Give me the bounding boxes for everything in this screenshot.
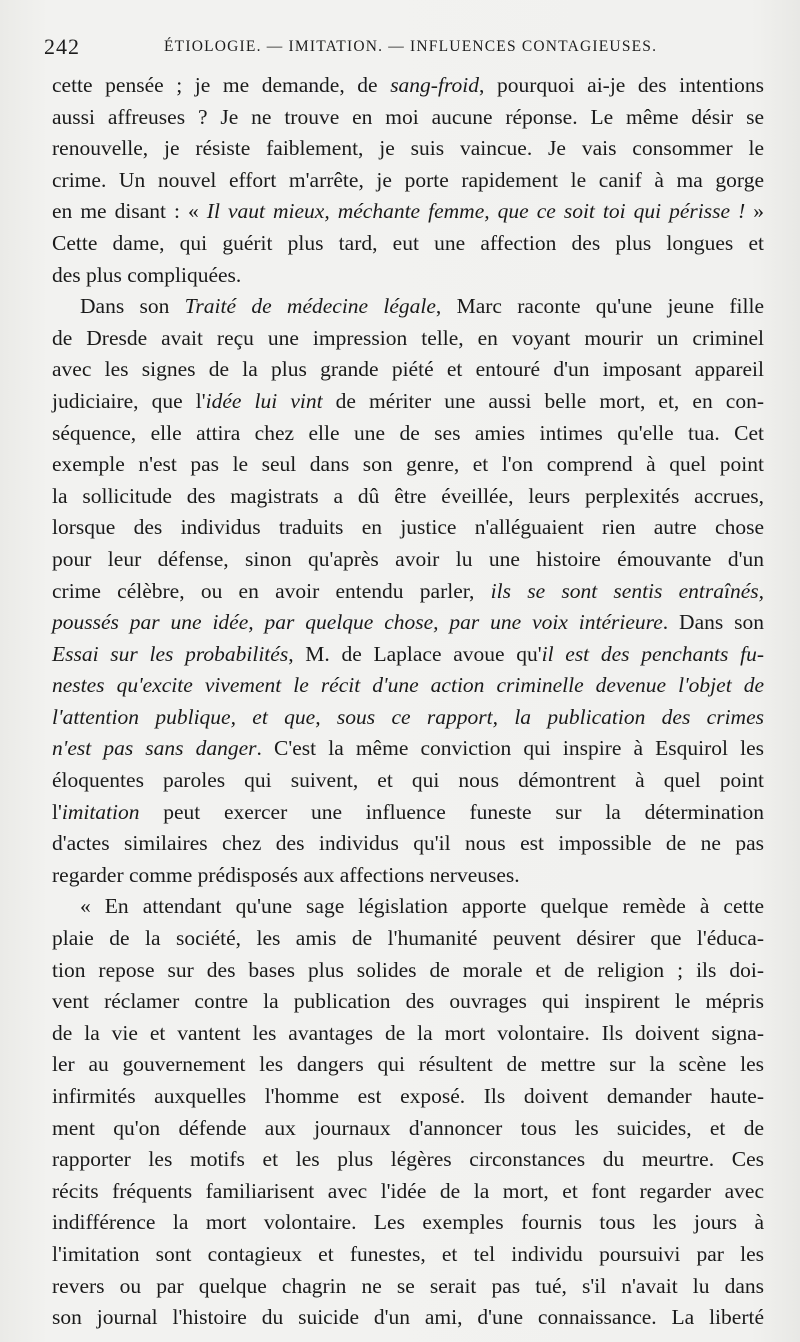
text-segment: de la vie et vantent les avantages de la mort volontaire. Ils doivent signa- <box>52 1020 764 1045</box>
text-segment: revers ou par quelque chagrin ne se serait pas tué, s'il n'avait lu dans <box>52 1273 764 1298</box>
text-segment: Cette dame, qui guérit plus tard, eut une affection des plus longues et <box>52 230 764 255</box>
italic-text: n'est pas sans danger <box>52 736 257 761</box>
text-segment: cette pensée ; je me demande, de <box>52 73 391 97</box>
text-segment: rapporter les motifs et les plus légères circonstances du meurtre. Ces <box>52 1147 764 1172</box>
text-segment: pour leur défense, sinon qu'après avoir lu une histoire émouvante d'un <box>52 546 764 571</box>
text-line <box>52 1207 764 1239</box>
text-line <box>52 1239 764 1271</box>
running-head: ÉTIOLOGIE. — IMITATION. — INFLUENCES CONTAGIEUSES. <box>164 38 658 55</box>
body-text <box>52 70 764 1334</box>
text-line <box>52 291 764 323</box>
text-line <box>52 1271 764 1303</box>
text-segment: d'actes similaires chez des individus qu'il nous est impossible de ne pas <box>52 831 764 856</box>
text-segment: crime. Un nouvel effort m'arrête, je porte rapidement le canif à ma gorge <box>52 167 764 192</box>
text-segment: indifférence la mort volontaire. Les exemples fournis tous les jours à <box>52 1210 764 1235</box>
text-line <box>52 165 764 197</box>
italic-text: poussés par une idée, par quelque chose, par une voix intérieure <box>52 610 663 635</box>
text-segment: la sollicitude des magistrats a dû être éveillée, leurs perplexités accrues, <box>52 483 764 508</box>
text-line <box>52 323 764 355</box>
text-segment: récits fréquents familiarisent avec l'idée de la mort, et font regarder avec <box>52 1178 764 1203</box>
text-line <box>52 354 764 386</box>
text-line <box>52 1113 764 1145</box>
text-line <box>52 481 764 513</box>
text-line <box>52 607 764 639</box>
text-segment: . Dans son <box>662 610 764 635</box>
text-segment: . C'est la même conviction qui inspire à Esquirol les <box>256 736 764 761</box>
text-line <box>52 733 764 765</box>
italic-text: nestes qu'excite vivement le récit d'une action criminelle devenue l'objet de <box>52 673 764 698</box>
text-segment: crime célèbre, ou en avoir entendu parler, <box>52 578 491 603</box>
text-segment: vent réclamer contre la publication des ouvrages qui inspirent le mépris <box>52 989 764 1014</box>
italic-text: l'attention publique, et que, sous ce rapport, la publication des crimes <box>52 704 764 729</box>
text-segment: ment qu'on défende aux journaux d'annoncer tous les suicides, et de <box>52 1115 764 1140</box>
text-line <box>52 828 764 860</box>
text-segment: infirmités auxquelles l'homme est exposé. Ils doivent demander haute- <box>52 1084 764 1108</box>
italic-text: sang-froid <box>390 73 479 97</box>
italic-text: Essai sur les probabilités <box>52 641 289 666</box>
italic-text: Traité de médecine légale <box>184 294 436 319</box>
text-line <box>52 891 764 923</box>
text-segment: de Dresde avait reçu une impression telle, en voyant mourir un criminel <box>52 325 764 350</box>
text-segment: l' <box>52 799 62 824</box>
italic-text: imitation <box>61 799 140 824</box>
text-segment: , pourquoi ai-je des intentions <box>478 73 764 97</box>
text-segment: en me disant : « <box>52 199 207 224</box>
text-line <box>52 386 764 418</box>
text-line <box>52 639 764 671</box>
text-segment: de mériter une aussi belle mort, et, en con- <box>322 388 764 413</box>
text-line <box>52 1144 764 1176</box>
italic-text: idée lui vint <box>205 388 323 413</box>
text-line <box>52 670 764 702</box>
text-segment: » <box>745 199 765 224</box>
text-line <box>52 449 764 481</box>
text-segment: judiciaire, que l' <box>52 388 206 413</box>
page-number: 242 <box>44 34 80 59</box>
text-line <box>52 102 764 134</box>
text-segment: tion repose sur des bases plus solides de morale et de religion ; ils doi- <box>52 957 764 982</box>
text-segment: lorsque des individus traduits en justice n'alléguaient rien autre chose <box>52 515 764 540</box>
text-segment: son journal l'histoire du suicide d'un ami, d'une connaissance. La liberté <box>52 1305 764 1330</box>
text-line <box>52 544 764 576</box>
text-line <box>52 196 764 228</box>
text-line <box>52 860 764 892</box>
text-segment: aussi affreuses ? Je ne trouve en moi aucune réponse. Le même désir se <box>52 104 764 129</box>
text-line <box>52 702 764 734</box>
text-line <box>52 1018 764 1050</box>
text-line <box>52 1302 764 1334</box>
text-segment: des plus compliquées. <box>52 262 242 287</box>
text-line <box>52 1081 764 1113</box>
text-segment: l'imitation sont contagieux et funestes, et tel individu poursuivi par les <box>52 1241 764 1266</box>
italic-text: Il vaut mieux, méchante femme, que ce soit toi qui périsse ! <box>206 199 746 224</box>
text-segment: plaie de la société, les amis de l'humanité peuvent désirer que l'éduca- <box>52 926 764 951</box>
text-line <box>52 512 764 544</box>
text-line <box>52 576 764 608</box>
text-segment: , M. de Laplace avoue qu' <box>288 641 542 666</box>
text-line <box>52 70 764 102</box>
text-line <box>52 228 764 260</box>
text-segment: renouvelle, je résiste faiblement, je suis vaincue. Je vais consommer le <box>52 136 764 161</box>
text-segment: Dans son <box>80 294 185 319</box>
italic-text: il est des penchants fu- <box>541 641 764 666</box>
italic-text: ils se sont sentis entraînés, <box>490 578 764 603</box>
text-line <box>52 1049 764 1081</box>
text-segment: , Marc raconte qu'une jeune fille <box>435 294 764 319</box>
text-line <box>52 133 764 165</box>
text-line <box>52 955 764 987</box>
text-line <box>52 260 764 292</box>
text-segment: peut exercer une influence funeste sur la détermination <box>139 799 764 824</box>
text-segment: séquence, elle attira chez elle une de ses amies intimes qu'elle tua. Cet <box>52 420 764 445</box>
text-segment: « En attendant qu'une sage législation apporte quelque remède à cette <box>80 894 764 919</box>
text-line <box>52 923 764 955</box>
text-segment: éloquentes paroles qui suivent, et qui nous démontrent à quel point <box>52 768 764 793</box>
text-line <box>52 1176 764 1208</box>
text-line <box>52 797 764 829</box>
text-line <box>52 418 764 450</box>
text-segment: avec les signes de la plus grande piété et entouré d'un imposant appareil <box>52 357 764 382</box>
text-segment: exemple n'est pas le seul dans son genre, et l'on comprend à quel point <box>52 452 764 477</box>
text-line <box>52 986 764 1018</box>
text-segment: ler au gouvernement les dangers qui résultent de mettre sur la scène les <box>52 1052 764 1077</box>
text-line <box>52 765 764 797</box>
page-header <box>44 34 764 60</box>
text-segment: regarder comme prédisposés aux affections nerveuses. <box>52 862 520 887</box>
